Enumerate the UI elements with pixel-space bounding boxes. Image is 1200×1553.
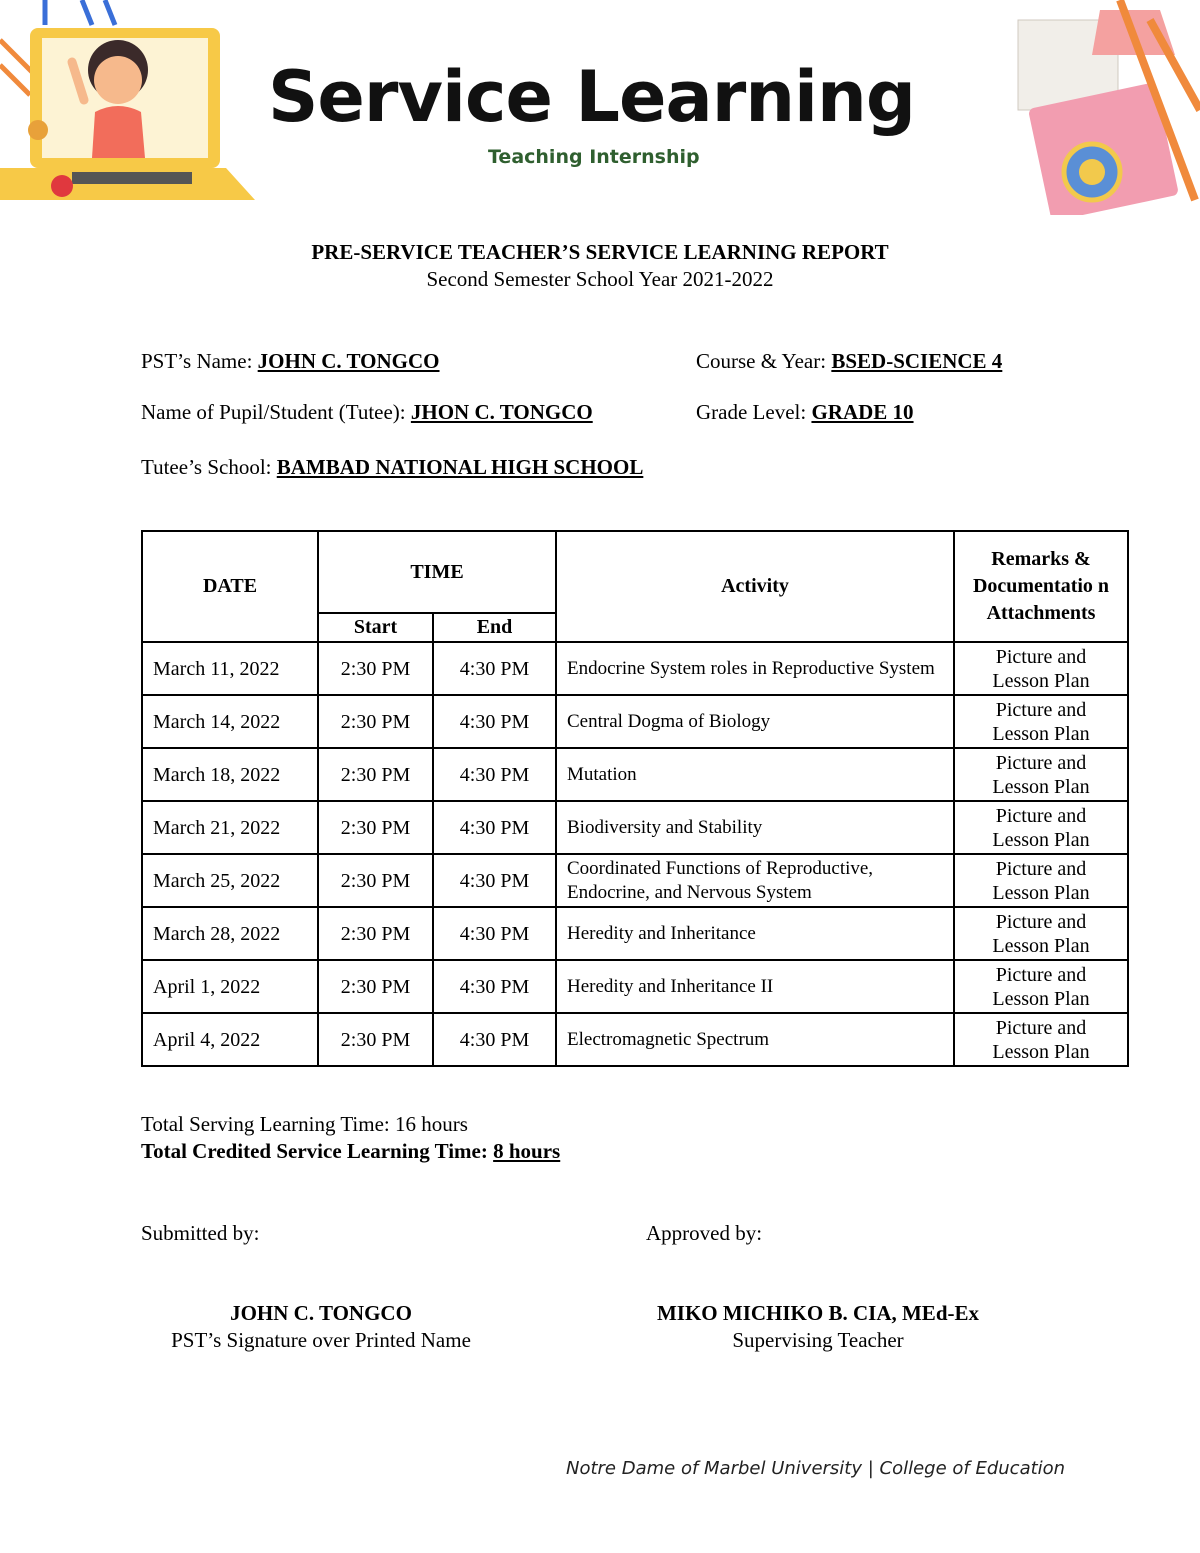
pst-name-label: PST’s Name: bbox=[141, 349, 258, 373]
header-start: Start bbox=[318, 613, 433, 642]
supervising-teacher-name: MIKO MICHIKO B. CIA, MEd-Ex bbox=[656, 1301, 979, 1325]
row-date: March 25, 2022 bbox=[142, 854, 318, 907]
row-activity: Coordinated Functions of Reproductive, Endocrine, and Nervous System bbox=[556, 854, 954, 907]
pst-name-field bbox=[141, 349, 440, 374]
row-remarks: Picture and Lesson Plan bbox=[954, 960, 1128, 1013]
service-log-table bbox=[141, 530, 1129, 1067]
row-date: March 28, 2022 bbox=[142, 907, 318, 960]
row-activity: Endocrine System roles in Reproductive System bbox=[556, 642, 954, 695]
row-start: 2:30 PM bbox=[318, 854, 433, 907]
row-start: 2:30 PM bbox=[318, 907, 433, 960]
row-remarks: Picture and Lesson Plan bbox=[954, 907, 1128, 960]
tutee-school-label: Tutee’s School: bbox=[141, 455, 277, 479]
row-activity: Heredity and Inheritance II bbox=[556, 960, 954, 1013]
table-row bbox=[142, 854, 1128, 907]
row-activity: Biodiversity and Stability bbox=[556, 801, 954, 854]
row-date: April 1, 2022 bbox=[142, 960, 318, 1013]
row-remarks: Picture and Lesson Plan bbox=[954, 1013, 1128, 1066]
row-end: 4:30 PM bbox=[433, 907, 556, 960]
row-end: 4:30 PM bbox=[433, 854, 556, 907]
school-supplies-illustration-icon bbox=[1000, 0, 1200, 215]
row-start: 2:30 PM bbox=[318, 960, 433, 1013]
row-activity: Central Dogma of Biology bbox=[556, 695, 954, 748]
row-date: March 14, 2022 bbox=[142, 695, 318, 748]
row-end: 4:30 PM bbox=[433, 695, 556, 748]
row-activity: Mutation bbox=[556, 748, 954, 801]
banner-subtitle: Teaching Internship bbox=[488, 146, 700, 168]
pst-signature-caption: PST’s Signature over Printed Name bbox=[171, 1328, 471, 1352]
row-activity: Heredity and Inheritance bbox=[556, 907, 954, 960]
row-date: March 21, 2022 bbox=[142, 801, 318, 854]
table-row bbox=[142, 801, 1128, 854]
table-row bbox=[142, 960, 1128, 1013]
header-activity: Activity bbox=[556, 531, 954, 642]
row-end: 4:30 PM bbox=[433, 960, 556, 1013]
grade-level-field bbox=[696, 400, 914, 425]
grade-level-value: GRADE 10 bbox=[811, 400, 914, 424]
supervising-teacher-caption: Supervising Teacher bbox=[732, 1328, 904, 1352]
row-date: March 11, 2022 bbox=[142, 642, 318, 695]
row-date: April 4, 2022 bbox=[142, 1013, 318, 1066]
tutee-school-field bbox=[141, 455, 643, 480]
total-credited-value: 8 hours bbox=[493, 1139, 561, 1163]
report-title: PRE-SERVICE TEACHER’S SERVICE LEARNING REPORT bbox=[311, 240, 889, 264]
row-end: 4:30 PM bbox=[433, 801, 556, 854]
total-credited-time bbox=[141, 1139, 560, 1164]
row-start: 2:30 PM bbox=[318, 801, 433, 854]
submitted-by-label: Submitted by: bbox=[141, 1221, 260, 1245]
tutee-name-field bbox=[141, 400, 593, 425]
row-end: 4:30 PM bbox=[433, 1013, 556, 1066]
row-remarks: Picture and Lesson Plan bbox=[954, 695, 1128, 748]
report-semester: Second Semester School Year 2021-2022 bbox=[426, 267, 774, 291]
row-end: 4:30 PM bbox=[433, 748, 556, 801]
banner-title: Service Learning bbox=[268, 56, 915, 138]
table-row bbox=[142, 748, 1128, 801]
row-remarks: Picture and Lesson Plan bbox=[954, 748, 1128, 801]
row-start: 2:30 PM bbox=[318, 1013, 433, 1066]
course-year-value: BSED-SCIENCE 4 bbox=[831, 349, 1003, 373]
total-credited-label: Total Credited Service Learning Time: bbox=[141, 1139, 494, 1163]
row-start: 2:30 PM bbox=[318, 642, 433, 695]
row-end: 4:30 PM bbox=[433, 642, 556, 695]
footer-institution: Notre Dame of Marbel University | College of Education bbox=[566, 1458, 1066, 1479]
laptop-child-illustration-icon bbox=[0, 0, 260, 215]
grade-level-label: Grade Level: bbox=[696, 400, 812, 424]
row-activity: Electromagnetic Spectrum bbox=[556, 1013, 954, 1066]
table-row bbox=[142, 907, 1128, 960]
header-date: DATE bbox=[142, 531, 318, 642]
tutee-name-label: Name of Pupil/Student (Tutee): bbox=[141, 400, 411, 424]
row-start: 2:30 PM bbox=[318, 748, 433, 801]
table-row bbox=[142, 642, 1128, 695]
total-serving-time: Total Serving Learning Time: 16 hours bbox=[141, 1112, 468, 1136]
header-remarks: Remarks & Documentatio n Attachments bbox=[954, 531, 1128, 642]
table-row bbox=[142, 695, 1128, 748]
pst-signature-name: JOHN C. TONGCO bbox=[230, 1301, 412, 1325]
row-start: 2:30 PM bbox=[318, 695, 433, 748]
approved-by-label: Approved by: bbox=[646, 1221, 763, 1245]
course-year-field bbox=[696, 349, 1002, 374]
row-date: March 18, 2022 bbox=[142, 748, 318, 801]
pst-name-value: JOHN C. TONGCO bbox=[257, 349, 440, 373]
course-year-label: Course & Year: bbox=[696, 349, 832, 373]
tutee-name-value: JHON C. TONGCO bbox=[410, 400, 593, 424]
tutee-school-value: BAMBAD NATIONAL HIGH SCHOOL bbox=[276, 455, 644, 479]
header-end: End bbox=[433, 613, 556, 642]
table-row bbox=[142, 1013, 1128, 1066]
row-remarks: Picture and Lesson Plan bbox=[954, 801, 1128, 854]
header-time: TIME bbox=[318, 531, 556, 613]
row-remarks: Picture and Lesson Plan bbox=[954, 854, 1128, 907]
row-remarks: Picture and Lesson Plan bbox=[954, 642, 1128, 695]
